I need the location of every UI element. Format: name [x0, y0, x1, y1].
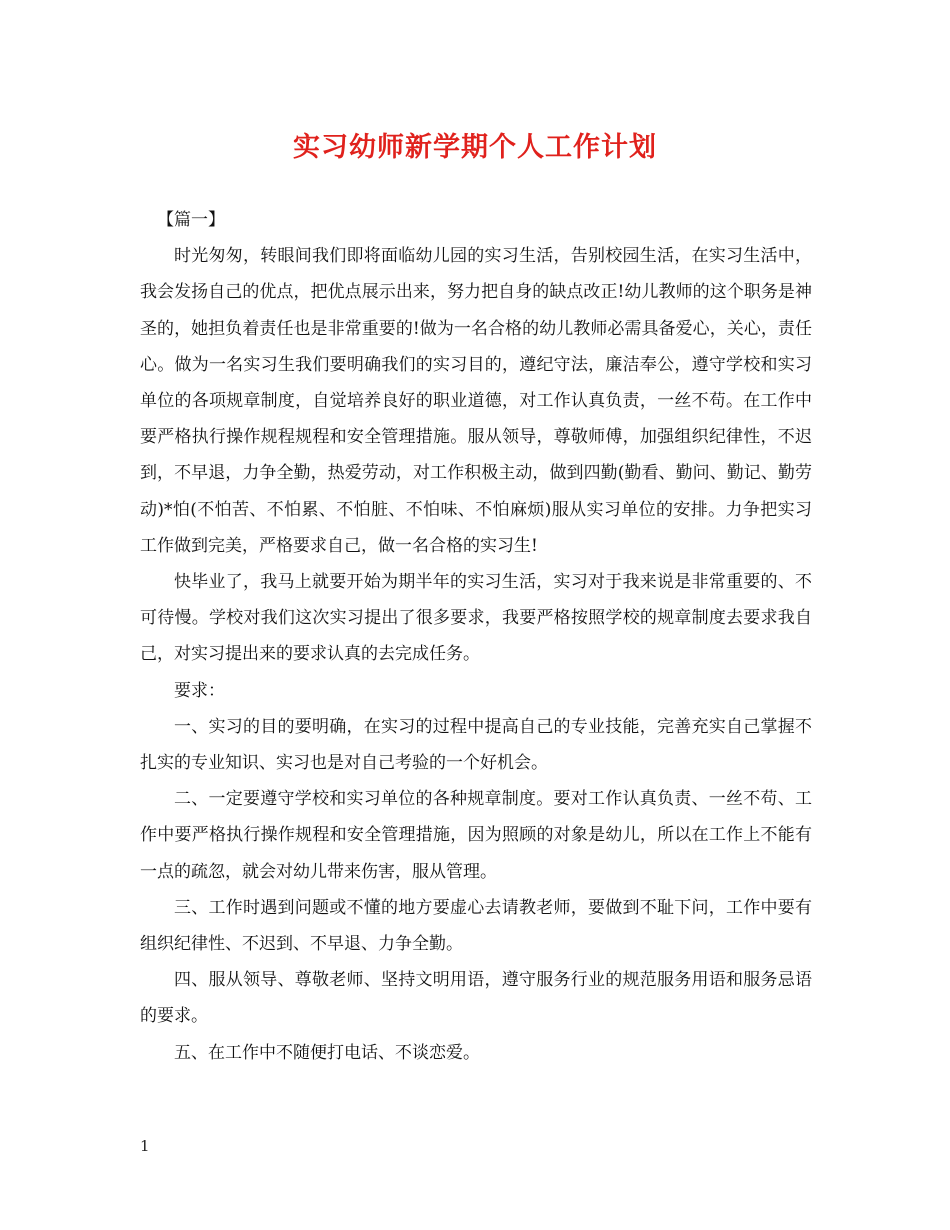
document-title: 实习幼师新学期个人工作计划 [293, 132, 657, 163]
paragraph: 五、在工作中不随便打电话、不谈恋爱。 [174, 1042, 480, 1063]
paragraph: 二、一定要遵守学校和实习单位的各种规章制度。要对工作认真负责、一丝不苟、工作中要严格执行操作规程和安全管理措施，因为照顾的对象是幼儿，所以在工作上不能有一点的疏忽，就会对幼儿带来伤害，服从管理。 [140, 789, 812, 882]
paragraph: 一、实习的目的要明确，在实习的过程中提高自己的专业技能，完善充实自己掌握不扎实的专业知识、实习也是对自己考验的一个好机会。 [140, 716, 812, 774]
page-number: 1 [140, 1137, 150, 1155]
section-label: 【篇一】 [157, 210, 225, 230]
paragraph: 要求： [174, 680, 225, 701]
document-body [140, 202, 812, 1071]
paragraph: 快毕业了，我马上就要开始为期半年的实习生活，实习对于我来说是非常重要的、不可待慢。学校对我们这次实习提出了很多要求，我要严格按照学校的规章制度去要求我自己，对实习提出来的要求认真的去完成任务。 [140, 572, 812, 665]
paragraph: 时光匆匆，转眼间我们即将面临幼儿园的实习生活，告别校园生活，在实习生活中，我会发扬自己的优点，把优点展示出来，努力把自身的缺点改正!幼儿教师的这个职务是神圣的，她担负着责任也是非常重要的!做为一名合格的幼儿教师必需具备爱心，关心，责任心。做为一名实习生我们要明确我们的实习目的，遵纪守法，廉洁奉公，遵守学校和实习单位的各项规章制度，自觉培养良好的职业道德，对工作认真负责，一丝不苟。在工作中要严格执行操作规程规程和安全管理措施。服从领导，尊敬师傅，加强组织纪律性，不迟到，不早退，力争全勤，热爱劳动，对工作积极主动，做到四勤(勤看、勤问、勤记、勤劳动)*怕(不怕苦、不怕累、不怕脏、不怕味、不怕麻烦)服从实习单位的安排。力争把实习工作做到完美，严格要求自己，做一名合格的实习生! [140, 246, 812, 556]
paragraph: 四、服从领导、尊敬老师、坚持文明用语，遵守服务行业的规范服务用语和服务忌语的要求。 [140, 970, 812, 1027]
paragraph: 三、工作时遇到问题或不懂的地方要虚心去请教老师，要做到不耻下问，工作中要有组织纪律性、不迟到、不早退、力争全勤。 [140, 897, 812, 955]
